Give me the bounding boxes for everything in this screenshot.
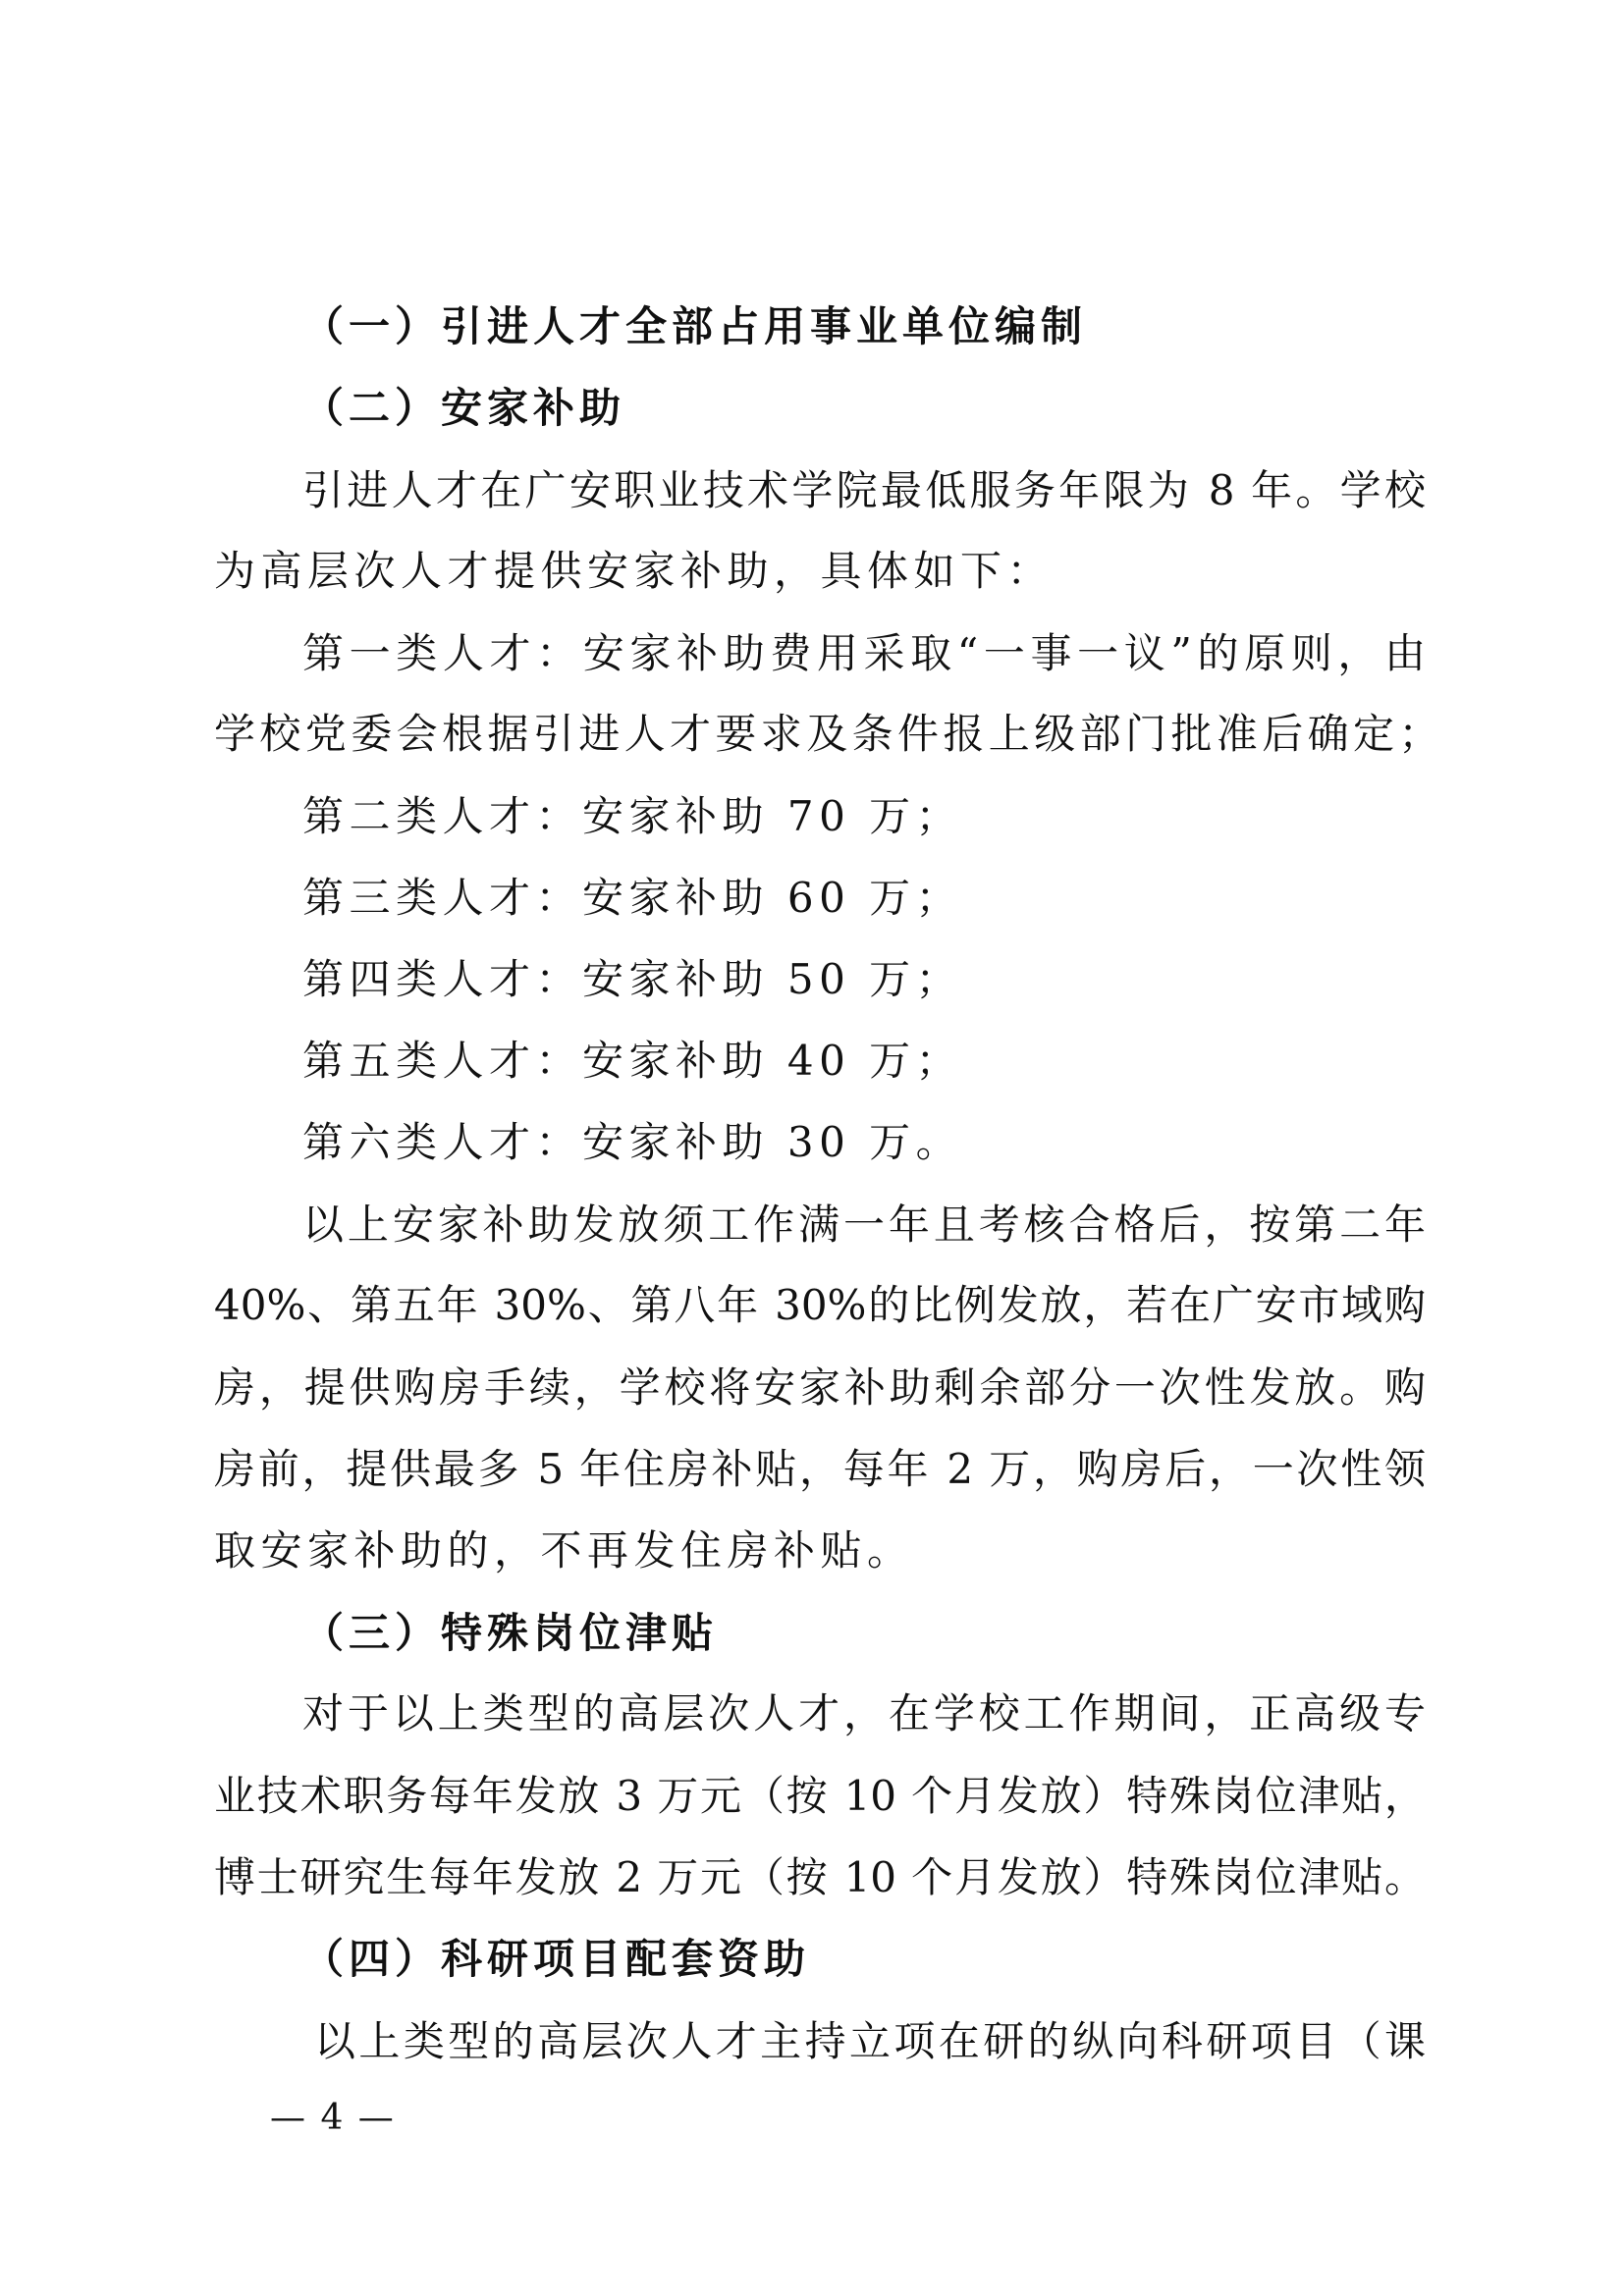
category-line: 第二类人才：安家补助 70 万；: [302, 792, 963, 840]
paragraph-line: 博士研究生每年发放 2 万元（按 10 个月发放）特殊岗位津贴。: [214, 1853, 1426, 1901]
paragraph-line: 取安家补助的，不再发住房补贴。: [214, 1526, 914, 1575]
category-line: 第六类人才：安家补助 30 万。: [302, 1118, 963, 1166]
paragraph-line: 房，提供购房手续，学校将安家补助剩余部分一次性发放。购: [214, 1363, 1426, 1412]
category-line: 第五类人才：安家补助 40 万；: [302, 1037, 963, 1085]
paragraph-line: 业技术职务每年发放 3 万元（按 10 个月发放）特殊岗位津贴，: [214, 1772, 1426, 1820]
category-line: 第四类人才：安家补助 50 万；: [302, 955, 963, 1003]
paragraph-line: 引进人才在广安职业技术学院最低服务年限为 8 年。学校: [302, 466, 1426, 514]
paragraph-line: 房前，提供最多 5 年住房补贴，每年 2 万，购房后，一次性领: [214, 1445, 1426, 1493]
section-heading-2: （二）安家补助: [302, 384, 626, 432]
section-heading-1: （一）引进人才全部占用事业单位编制: [302, 302, 1088, 350]
paragraph-line: 40%、第五年 30%、第八年 30%的比例发放，若在广安市域购: [214, 1281, 1426, 1329]
paragraph-line: 为高层次人才提供安家补助，具体如下：: [214, 547, 1055, 595]
section-heading-4: （四）科研项目配套资助: [302, 1935, 811, 1983]
paragraph-line: 对于以上类型的高层次人才，在学校工作期间，正高级专: [302, 1689, 1426, 1737]
page-number: — 4 —: [270, 2098, 396, 2138]
paragraph-line: 第一类人才：安家补助费用采取“一事一议”的原则，由: [302, 629, 1426, 677]
paragraph-line: 以上类型的高层次人才主持立项在研的纵向科研项目（课: [314, 2017, 1426, 2065]
section-heading-3: （三）特殊岗位津贴: [302, 1609, 719, 1657]
paragraph-line: 学校党委会根据引进人才要求及条件报上级部门批准后确定；: [214, 710, 1444, 758]
paragraph-line: 以上安家补助发放须工作满一年且考核合格后，按第二年: [302, 1201, 1426, 1249]
category-line: 第三类人才：安家补助 60 万；: [302, 874, 963, 922]
